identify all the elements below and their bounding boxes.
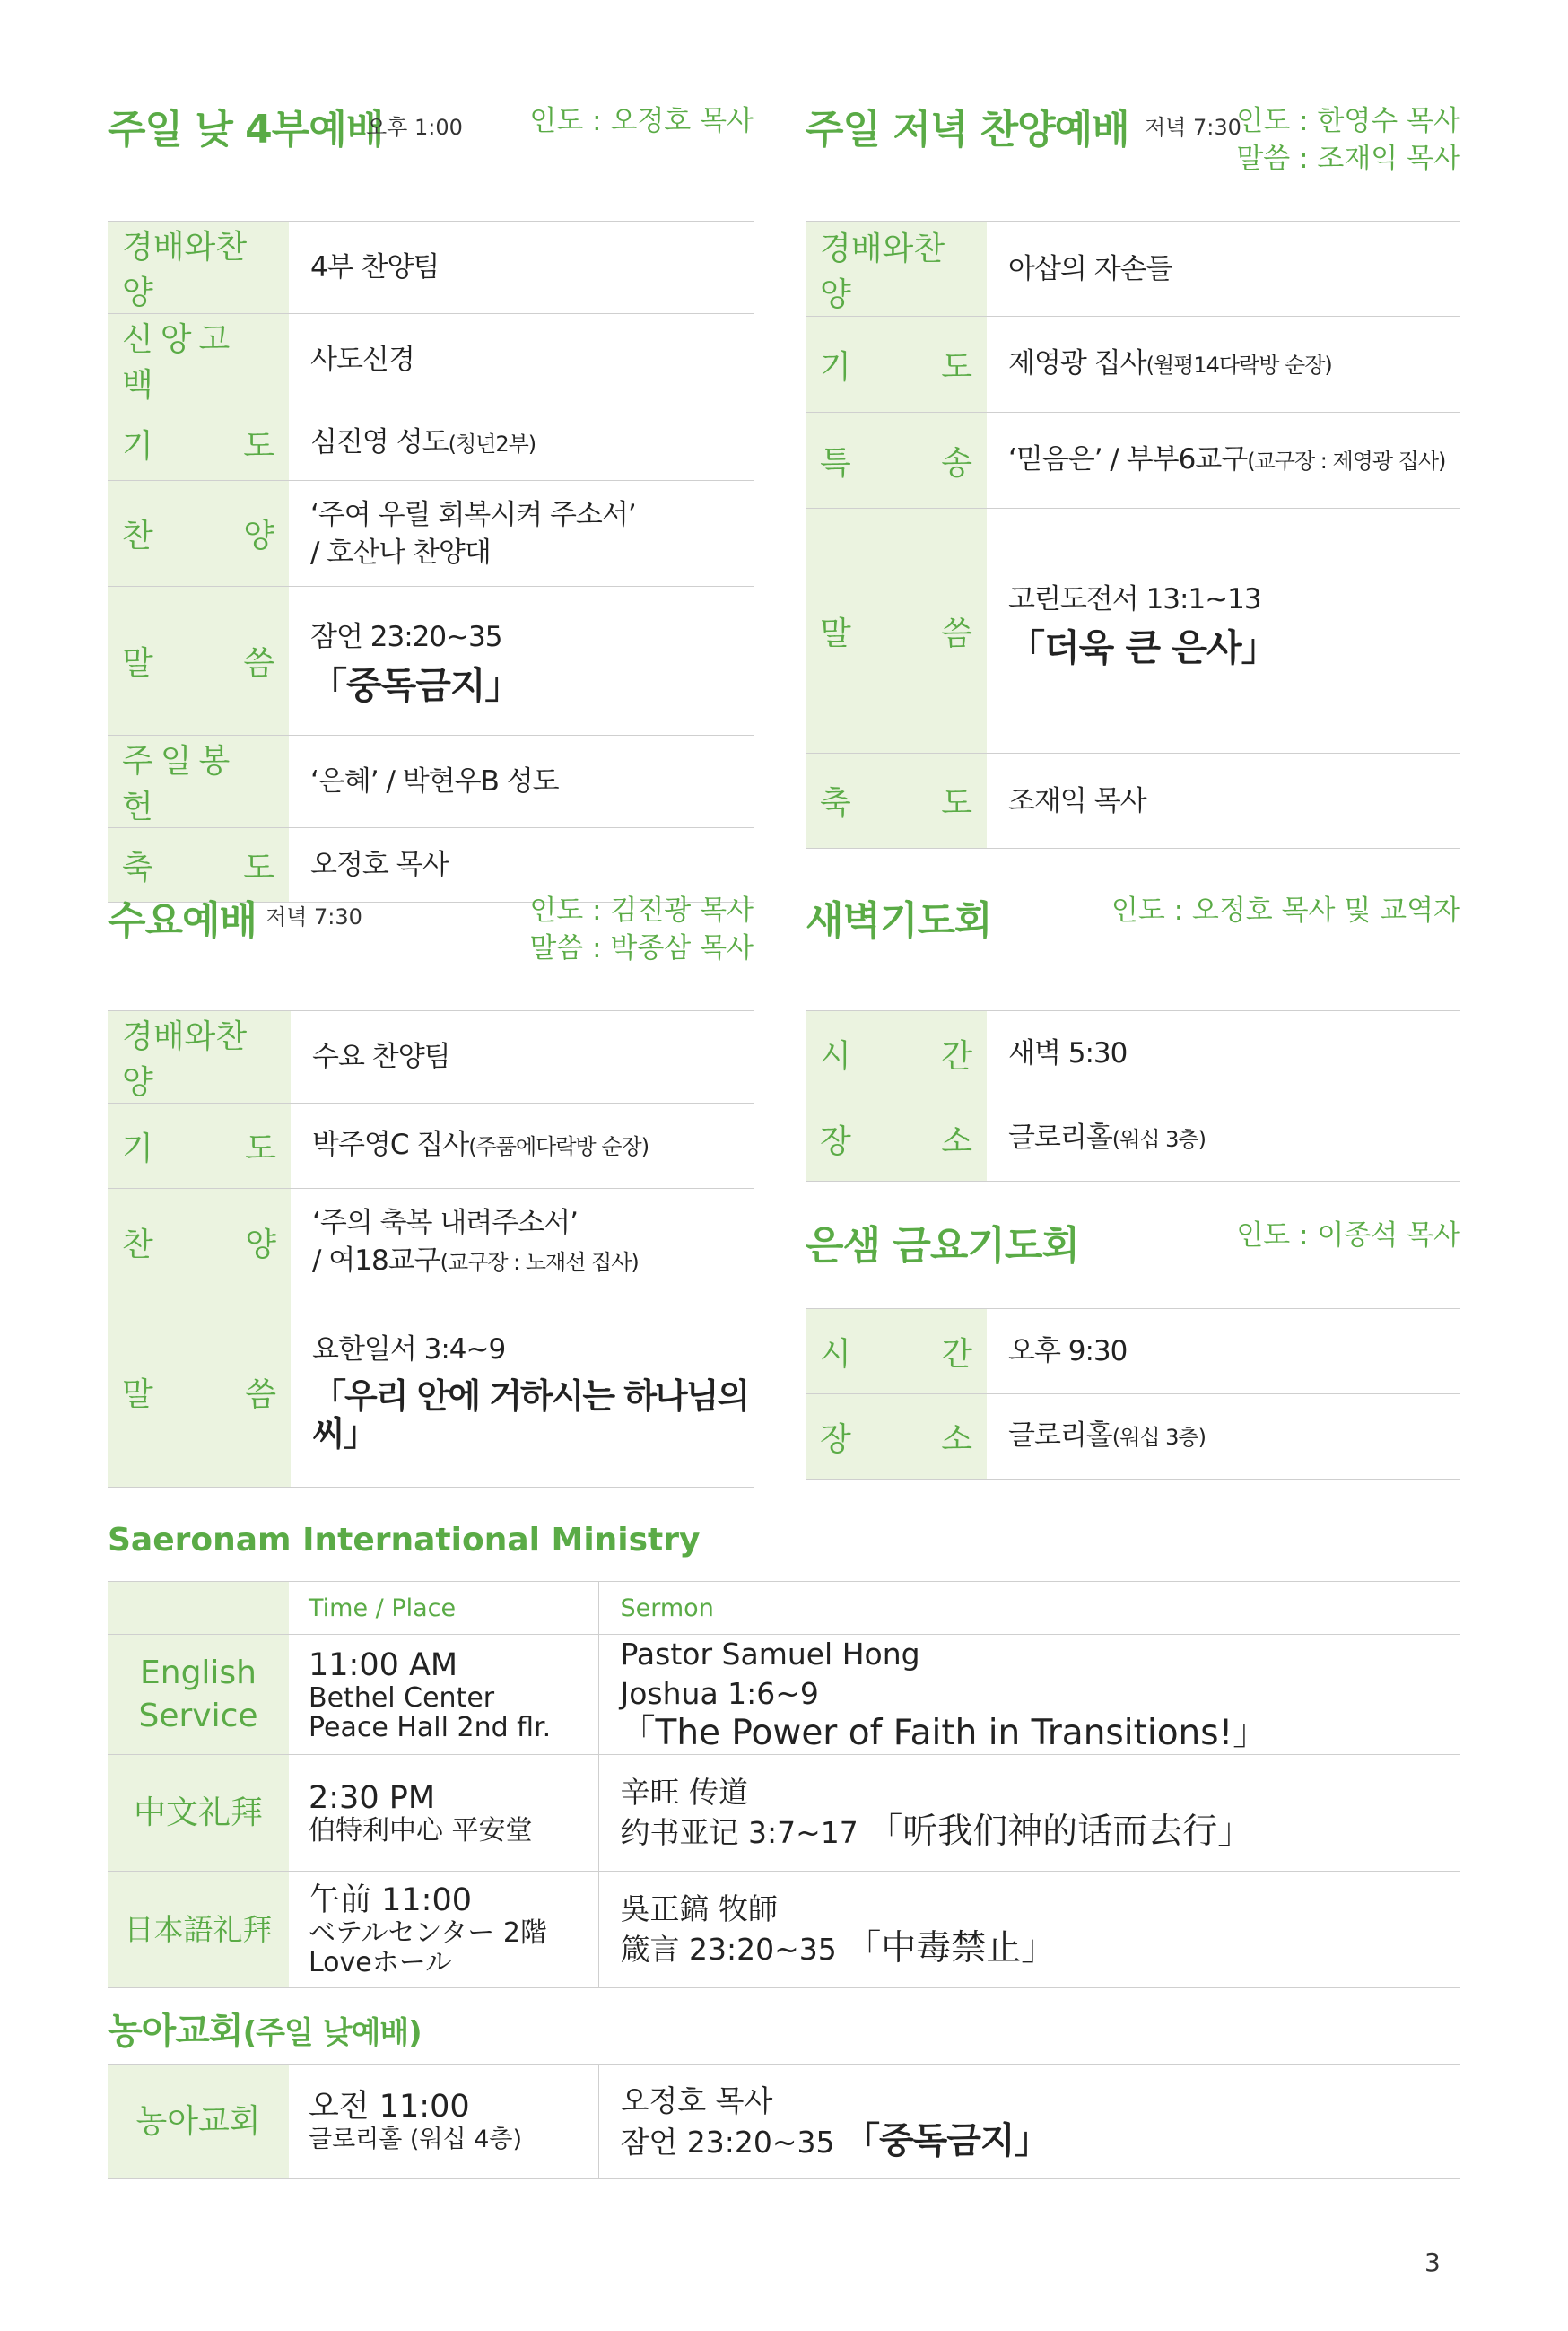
- table-row: [108, 1755, 1460, 1872]
- table-row: [108, 587, 754, 736]
- table-row: [806, 509, 1460, 754]
- row-value: ‘주의 축복 내려주소서’ / 여18교구(교구장 : 노재선 집사): [291, 1189, 754, 1296]
- dawn-title: 새벽기도회: [806, 898, 992, 944]
- table-row: [108, 406, 754, 481]
- table-row: [108, 1635, 1460, 1755]
- table-row: [806, 317, 1460, 413]
- row-label: 축 도: [108, 828, 289, 903]
- sun4-leader: 인도 : 오정호 목사: [529, 105, 754, 137]
- sun4-title: 주일 낮 4부예배: [108, 107, 384, 153]
- row-value: 아삽의 자손들: [987, 222, 1460, 317]
- page-number: 3: [1424, 2248, 1441, 2277]
- row-label: 말 씀: [108, 1296, 291, 1488]
- row-value: 박주영C 집사(주품에다락방 순장): [291, 1104, 754, 1189]
- wed-time: 저녁 7:30: [266, 904, 362, 930]
- row-label: 경배와찬양: [108, 222, 289, 314]
- row-label: 찬 양: [108, 481, 289, 587]
- sermon: 오정호 목사 잠언 23:20~35 「중독금지」: [598, 2065, 1460, 2179]
- row-value: 조재익 목사: [987, 754, 1460, 849]
- row-label: 기 도: [806, 317, 987, 413]
- row-label: 특 송: [806, 413, 987, 509]
- row-label: 농아교회: [108, 2065, 289, 2179]
- table-row: [108, 1296, 754, 1488]
- table-row: [108, 314, 754, 406]
- wed-table: [108, 1010, 754, 1488]
- table-row: [108, 1189, 754, 1296]
- fri-leader: 인도 : 이종석 목사: [1236, 1219, 1460, 1252]
- row-label: 경배와찬양: [806, 222, 987, 317]
- row-label: 주일봉헌: [108, 736, 289, 828]
- table-row: [806, 754, 1460, 849]
- row-label: 말 씀: [806, 509, 987, 754]
- sun4-time: 오후 1:00: [366, 115, 463, 140]
- sermon-title: 「우리 안에 거하시는 하나님의 씨」: [312, 1376, 749, 1454]
- deaf-title: 농아교회(주일 낮예배): [108, 2011, 422, 2052]
- row-value: 요한일서 3:4~9 「우리 안에 거하시는 하나님의 씨」: [291, 1296, 754, 1488]
- row-value: 사도신경: [289, 314, 754, 406]
- row-value: ‘주여 우릴 회복시켜 주소서’ / 호산나 찬양대: [289, 481, 754, 587]
- table-row: [806, 1394, 1460, 1480]
- row-value: 새벽 5:30: [987, 1011, 1460, 1096]
- row-value: 잠언 23:20~35 「중독금지」: [289, 587, 754, 736]
- sermon: Pastor Samuel Hong Joshua 1:6~9 「The Power of Faith in Transitions!」: [598, 1635, 1460, 1755]
- table-row: [806, 1309, 1460, 1394]
- table-row: [806, 1096, 1460, 1182]
- row-label: 시 간: [806, 1011, 987, 1096]
- row-label: 신앙고백: [108, 314, 289, 406]
- row-value: 4부 찬양팀: [289, 222, 754, 314]
- row-label: 찬 양: [108, 1189, 291, 1296]
- table-row: [108, 1104, 754, 1189]
- time-place: 2:30 PM 伯特利中心 平安堂: [289, 1755, 598, 1872]
- row-label: 축 도: [806, 754, 987, 849]
- deaf-table: [108, 2064, 1460, 2179]
- table-row: [108, 736, 754, 828]
- row-value: ‘은혜’ / 박현우B 성도: [289, 736, 754, 828]
- sermon: 辛旺 传道 约书亚记 3:7~17 「听我们神的话而去行」: [598, 1755, 1460, 1872]
- table-row: [806, 1011, 1460, 1096]
- fri-title: 은샘 금요기도회: [806, 1223, 1079, 1269]
- row-value: 오후 9:30: [987, 1309, 1460, 1394]
- row-value: 수요 찬양팀: [291, 1011, 754, 1104]
- row-label: 말 씀: [108, 587, 289, 736]
- table-row: [108, 481, 754, 587]
- table-row: [806, 222, 1460, 317]
- fri-table: [806, 1308, 1460, 1480]
- row-value: 제영광 집사(월평14다락방 순장): [987, 317, 1460, 413]
- row-value: 글로리홀(워십 3층): [987, 1096, 1460, 1182]
- intl-table: [108, 1581, 1460, 1988]
- table-row: [108, 222, 754, 314]
- sermon-title: 「중독금지」: [310, 663, 521, 707]
- table-row: [108, 2065, 1460, 2179]
- time-place: 오전 11:00 글로리홀 (워십 4층): [289, 2065, 598, 2179]
- row-label: 中文礼拜: [108, 1755, 289, 1872]
- table-row: [108, 1872, 1460, 1988]
- row-label: 시 간: [806, 1309, 987, 1394]
- sermon: 吳正鎬 牧師 箴言 23:20~35 「中毒禁止」: [598, 1872, 1460, 1988]
- intl-title: Saeronam International Ministry: [108, 1522, 701, 1558]
- time-place: 11:00 AM Bethel Center Peace Hall 2nd flr.: [289, 1635, 598, 1755]
- eve-leader: 인도 : 한영수 목사 말씀 : 조재익 목사: [1236, 105, 1460, 175]
- row-label: 日本語礼拜: [108, 1872, 289, 1988]
- sun4-table: [108, 221, 754, 903]
- time-place: 午前 11:00 ベテルセンター 2階 Loveホール: [289, 1872, 598, 1988]
- sermon-title: 「더욱 큰 은사」: [1008, 626, 1277, 669]
- row-value: 글로리홀(워십 3층): [987, 1394, 1460, 1480]
- eve-title: 주일 저녁 찬양예배: [806, 107, 1129, 153]
- row-label: 기 도: [108, 406, 289, 481]
- row-label: 경배와찬양: [108, 1011, 291, 1104]
- wed-title: 수요예배: [108, 898, 257, 944]
- row-value: ‘믿음은’ / 부부6교구(교구장 : 제영광 집사): [987, 413, 1460, 509]
- table-row: [108, 1011, 754, 1104]
- wed-leader: 인도 : 김진광 목사 말씀 : 박종삼 목사: [529, 895, 754, 965]
- row-value: 심진영 성도(청년2부): [289, 406, 754, 481]
- header-time-place: Time / Place: [289, 1582, 598, 1635]
- dawn-table: [806, 1010, 1460, 1182]
- table-row: [806, 413, 1460, 509]
- table-header-row: [108, 1582, 1460, 1635]
- row-label: 기 도: [108, 1104, 291, 1189]
- row-value: 오정호 목사: [289, 828, 754, 903]
- dawn-leader: 인도 : 오정호 목사 및 교역자: [1111, 895, 1460, 927]
- row-value: 고린도전서 13:1~13 「더욱 큰 은사」: [987, 509, 1460, 754]
- row-label: 장 소: [806, 1394, 987, 1480]
- eve-time: 저녁 7:30: [1145, 115, 1241, 140]
- eve-table: [806, 221, 1460, 849]
- row-label: 장 소: [806, 1096, 987, 1182]
- row-label: English Service: [108, 1635, 289, 1755]
- header-sermon: Sermon: [598, 1582, 1460, 1635]
